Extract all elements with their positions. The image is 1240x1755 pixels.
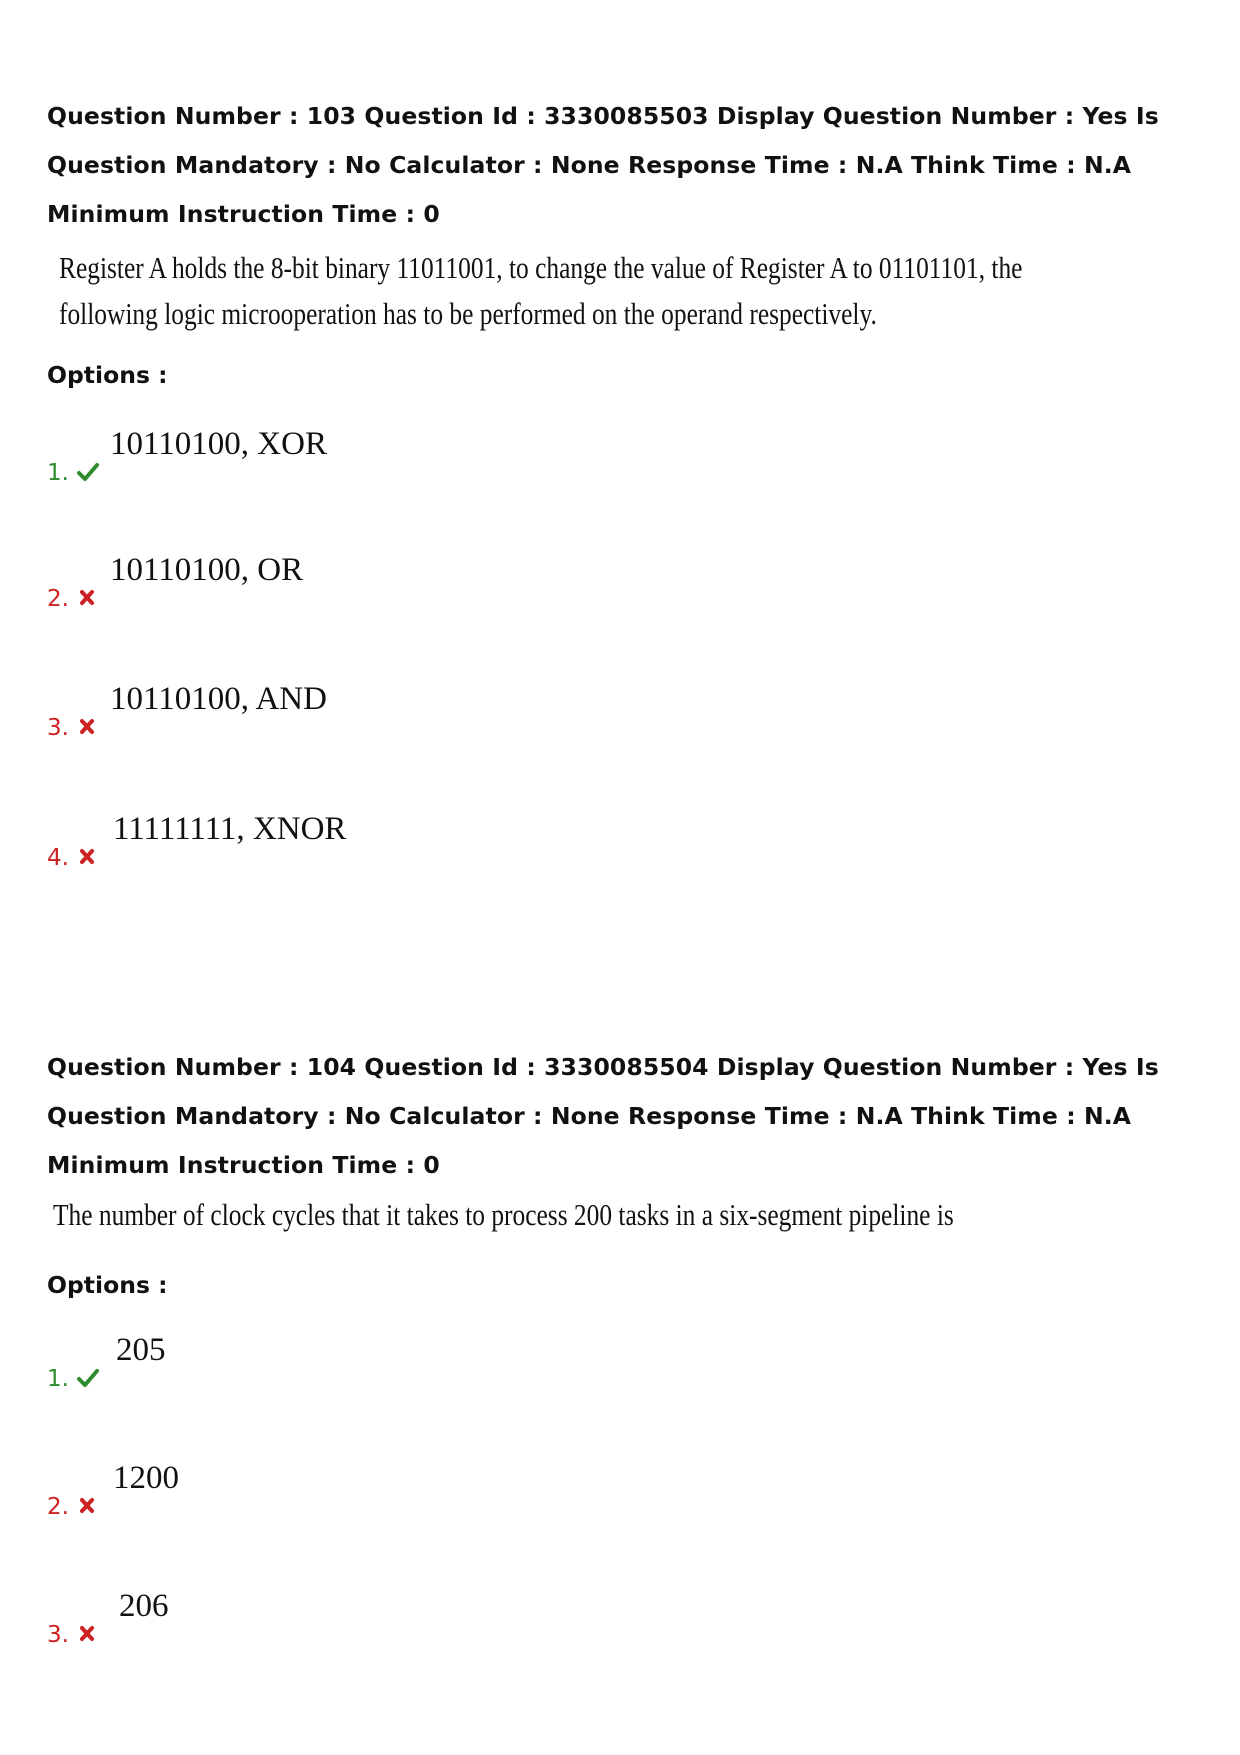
check-icon	[77, 462, 99, 482]
option-number: 2.	[47, 586, 69, 612]
option-text: 11111111, XNOR	[113, 811, 347, 847]
option-number: 2.	[47, 1494, 69, 1520]
question-103	[47, 92, 1207, 337]
option-1	[47, 426, 847, 486]
options-label: Options :	[47, 1271, 168, 1299]
option-text: 10110100, XOR	[110, 426, 327, 462]
option-text: 10110100, OR	[110, 552, 304, 588]
question-text: Register A holds the 8-bit binary 11011001, to change the value of Register A to 01101101, the following logic microoperation has to be performed on the operand respectively.	[59, 250, 1029, 331]
option-2	[47, 1460, 847, 1520]
question-header: Question Number : 103 Question Id : 3330085503 Display Question Number : Yes Is Question Mandatory : No Calculator : None Response Time : N.A Think Time : N.A Minimum Instruction Time : 0	[47, 102, 1159, 228]
option-3	[47, 1588, 847, 1648]
cross-icon	[77, 588, 99, 608]
cross-icon	[77, 1496, 99, 1516]
option-number: 3.	[47, 715, 69, 741]
option-number: 4.	[47, 845, 69, 871]
question-header: Question Number : 104 Question Id : 3330085504 Display Question Number : Yes Is Question Mandatory : No Calculator : None Response Time : N.A Think Time : N.A Minimum Instruction Time : 0	[47, 1053, 1159, 1179]
option-4	[47, 811, 847, 871]
option-number: 1.	[47, 460, 69, 486]
question-text: The number of clock cycles that it takes to process 200 tasks in a six-segment pipeline is	[53, 1197, 954, 1232]
cross-icon	[77, 1624, 99, 1644]
option-2	[47, 552, 847, 612]
cross-icon	[77, 717, 99, 737]
option-text: 205	[116, 1332, 166, 1368]
option-number: 3.	[47, 1622, 69, 1648]
option-number: 1.	[47, 1366, 69, 1392]
option-text: 1200	[113, 1460, 179, 1496]
options-label: Options :	[47, 361, 168, 389]
option-1	[47, 1332, 847, 1392]
option-3	[47, 681, 847, 741]
option-text: 10110100, AND	[110, 681, 327, 717]
cross-icon	[77, 847, 99, 867]
question-104	[47, 1043, 1207, 1238]
option-text: 206	[119, 1588, 169, 1624]
check-icon	[77, 1368, 99, 1388]
